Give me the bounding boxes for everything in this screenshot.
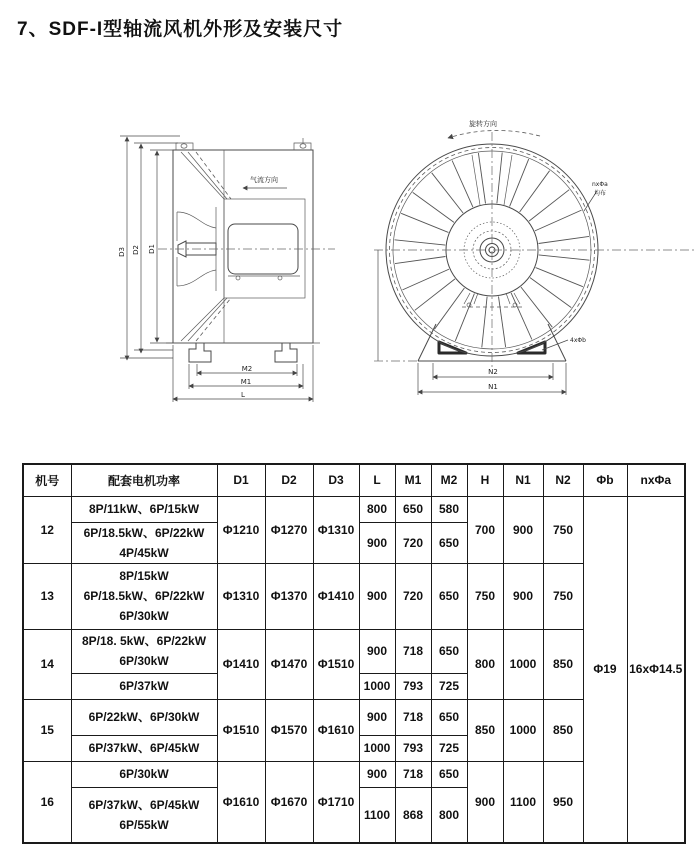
- flange-holes-note: 均布: [594, 190, 607, 197]
- table-row-12a: [23, 496, 685, 522]
- cell-l: 1100: [359, 787, 395, 843]
- rotation-direction-label: 旋转方向: [469, 120, 497, 128]
- cell-d3: Φ1510: [313, 629, 359, 699]
- col-header-nxphia: nxΦa: [627, 464, 685, 496]
- motor-line: 6P/37kW、6P/45kW: [88, 797, 200, 812]
- dim-label-m2: M2: [241, 365, 253, 373]
- cell-n1: 1000: [503, 629, 543, 699]
- cell-d2: Φ1570: [265, 699, 313, 761]
- cell-n2: 750: [543, 563, 583, 629]
- motor-line: 6P/18.5kW、6P/22kW: [83, 525, 205, 540]
- cell-d1: Φ1610: [217, 761, 265, 843]
- cell-motors: [71, 673, 217, 699]
- col-header-m2: M2: [431, 464, 467, 496]
- motor-line: 8P/18. 5kW、6P/22kW: [81, 634, 207, 648]
- airflow-direction-label: 气流方向: [250, 176, 278, 184]
- cell-n2: 750: [543, 496, 583, 563]
- cell-h: 750: [467, 563, 503, 629]
- cell-d2: Φ1370: [265, 563, 313, 629]
- cell-motors: [71, 629, 217, 673]
- motor-line: 6P/30kW: [119, 767, 169, 781]
- motor-line: 6P/22kW、6P/30kW: [88, 710, 200, 724]
- dim-label-m1: M1: [240, 378, 252, 386]
- cell-motors: [71, 563, 217, 629]
- cell-m2: 725: [431, 673, 467, 699]
- col-header-h: H: [467, 464, 503, 496]
- technical-drawing: [0, 95, 700, 460]
- impeller-blades: [395, 153, 590, 348]
- cell-model: 13: [23, 563, 71, 629]
- cell-m1: 720: [395, 522, 431, 563]
- cell-l: 900: [359, 761, 395, 787]
- cell-model: 14: [23, 629, 71, 699]
- cell-model: 12: [23, 496, 71, 563]
- cell-m2: 650: [431, 699, 467, 735]
- cell-m1: 718: [395, 699, 431, 735]
- motor-line: 6P/30kW: [119, 609, 169, 623]
- motor-line: 6P/37kW、6P/45kW: [88, 741, 200, 755]
- motor-line: 6P/18.5kW、6P/22kW: [83, 589, 205, 603]
- cell-m1: 718: [395, 761, 431, 787]
- cell-l: 900: [359, 522, 395, 563]
- cell-model: 16: [23, 761, 71, 843]
- cell-model: 15: [23, 699, 71, 761]
- cell-m2: 580: [431, 496, 467, 522]
- motor-line: 8P/15kW: [119, 569, 169, 583]
- col-header-d1: D1: [217, 464, 265, 496]
- cell-phib: Φ19: [583, 496, 627, 843]
- flange-holes-label: nxΦa: [592, 181, 608, 188]
- cell-m1: 650: [395, 496, 431, 522]
- cell-h: 850: [467, 699, 503, 761]
- col-header-d2: D2: [265, 464, 313, 496]
- spec-table: [22, 463, 686, 844]
- cell-h: 900: [467, 761, 503, 843]
- motor-line: 6P/30kW: [119, 654, 169, 668]
- cell-m2: 800: [431, 787, 467, 843]
- cell-l: 900: [359, 563, 395, 629]
- cell-l: 800: [359, 496, 395, 522]
- cell-motors: [71, 735, 217, 761]
- cell-n2: 950: [543, 761, 583, 843]
- cell-h: 800: [467, 629, 503, 699]
- cell-n1: 900: [503, 563, 543, 629]
- col-header-m1: M1: [395, 464, 431, 496]
- cell-l: 900: [359, 629, 395, 673]
- cell-m2: 650: [431, 629, 467, 673]
- cell-d2: Φ1270: [265, 496, 313, 563]
- cell-m2: 725: [431, 735, 467, 761]
- cell-d1: Φ1410: [217, 629, 265, 699]
- cell-n2: 850: [543, 699, 583, 761]
- cell-n1: 1100: [503, 761, 543, 843]
- cell-motors: [71, 761, 217, 787]
- cell-motors: [71, 496, 217, 522]
- cell-d1: Φ1310: [217, 563, 265, 629]
- cell-motors: [71, 522, 217, 563]
- col-header-n1: N1: [503, 464, 543, 496]
- cell-d3: Φ1310: [313, 496, 359, 563]
- col-header-d3: D3: [313, 464, 359, 496]
- cell-m2: 650: [431, 563, 467, 629]
- cell-motors: [71, 787, 217, 843]
- col-header-model: 机号: [23, 464, 71, 496]
- cell-n1: 900: [503, 496, 543, 563]
- cell-h: 700: [467, 496, 503, 563]
- cell-n1: 1000: [503, 699, 543, 761]
- cell-l: 900: [359, 699, 395, 735]
- cell-l: 1000: [359, 673, 395, 699]
- dim-label-d1: D1: [148, 244, 156, 254]
- motor-line: 4P/45kW: [119, 545, 169, 560]
- cell-motors: [71, 699, 217, 735]
- motor-line: 6P/37kW: [119, 679, 169, 693]
- dim-label-n2: N2: [488, 368, 498, 376]
- rotation-arrow: [448, 130, 540, 138]
- side-view-drawing: [118, 136, 335, 402]
- dim-label-l: L: [241, 391, 245, 399]
- cell-m1: 793: [395, 673, 431, 699]
- fan-dimension-drawing: [0, 95, 700, 460]
- cell-d2: Φ1670: [265, 761, 313, 843]
- cell-m2: 650: [431, 761, 467, 787]
- col-header-phib: Φb: [583, 464, 627, 496]
- cell-d3: Φ1410: [313, 563, 359, 629]
- cell-m1: 793: [395, 735, 431, 761]
- cell-d1: Φ1210: [217, 496, 265, 563]
- cell-l: 1000: [359, 735, 395, 761]
- cell-m1: 868: [395, 787, 431, 843]
- col-header-n2: N2: [543, 464, 583, 496]
- col-header-motor: 配套电机功率: [71, 464, 217, 496]
- col-header-l: L: [359, 464, 395, 496]
- cell-d1: Φ1510: [217, 699, 265, 761]
- dim-label-d2: D2: [132, 245, 140, 255]
- dim-label-n1: N1: [488, 383, 498, 391]
- cell-m1: 718: [395, 629, 431, 673]
- motor-line: 6P/55kW: [119, 817, 169, 832]
- cell-m1: 720: [395, 563, 431, 629]
- page-title: 7、SDF-I型轴流风机外形及安装尺寸: [17, 19, 344, 40]
- cell-d3: Φ1610: [313, 699, 359, 761]
- cell-d3: Φ1710: [313, 761, 359, 843]
- base-holes-label: 4xΦb: [570, 337, 586, 344]
- dim-label-d3: D3: [118, 247, 126, 257]
- motor-line: 8P/11kW、6P/15kW: [88, 502, 200, 516]
- front-view-drawing: [374, 119, 697, 395]
- cell-n2: 850: [543, 629, 583, 699]
- table-header-row: [23, 464, 685, 496]
- cell-m2: 650: [431, 522, 467, 563]
- cell-d2: Φ1470: [265, 629, 313, 699]
- cell-nxphia: 16xΦ14.5: [627, 496, 685, 843]
